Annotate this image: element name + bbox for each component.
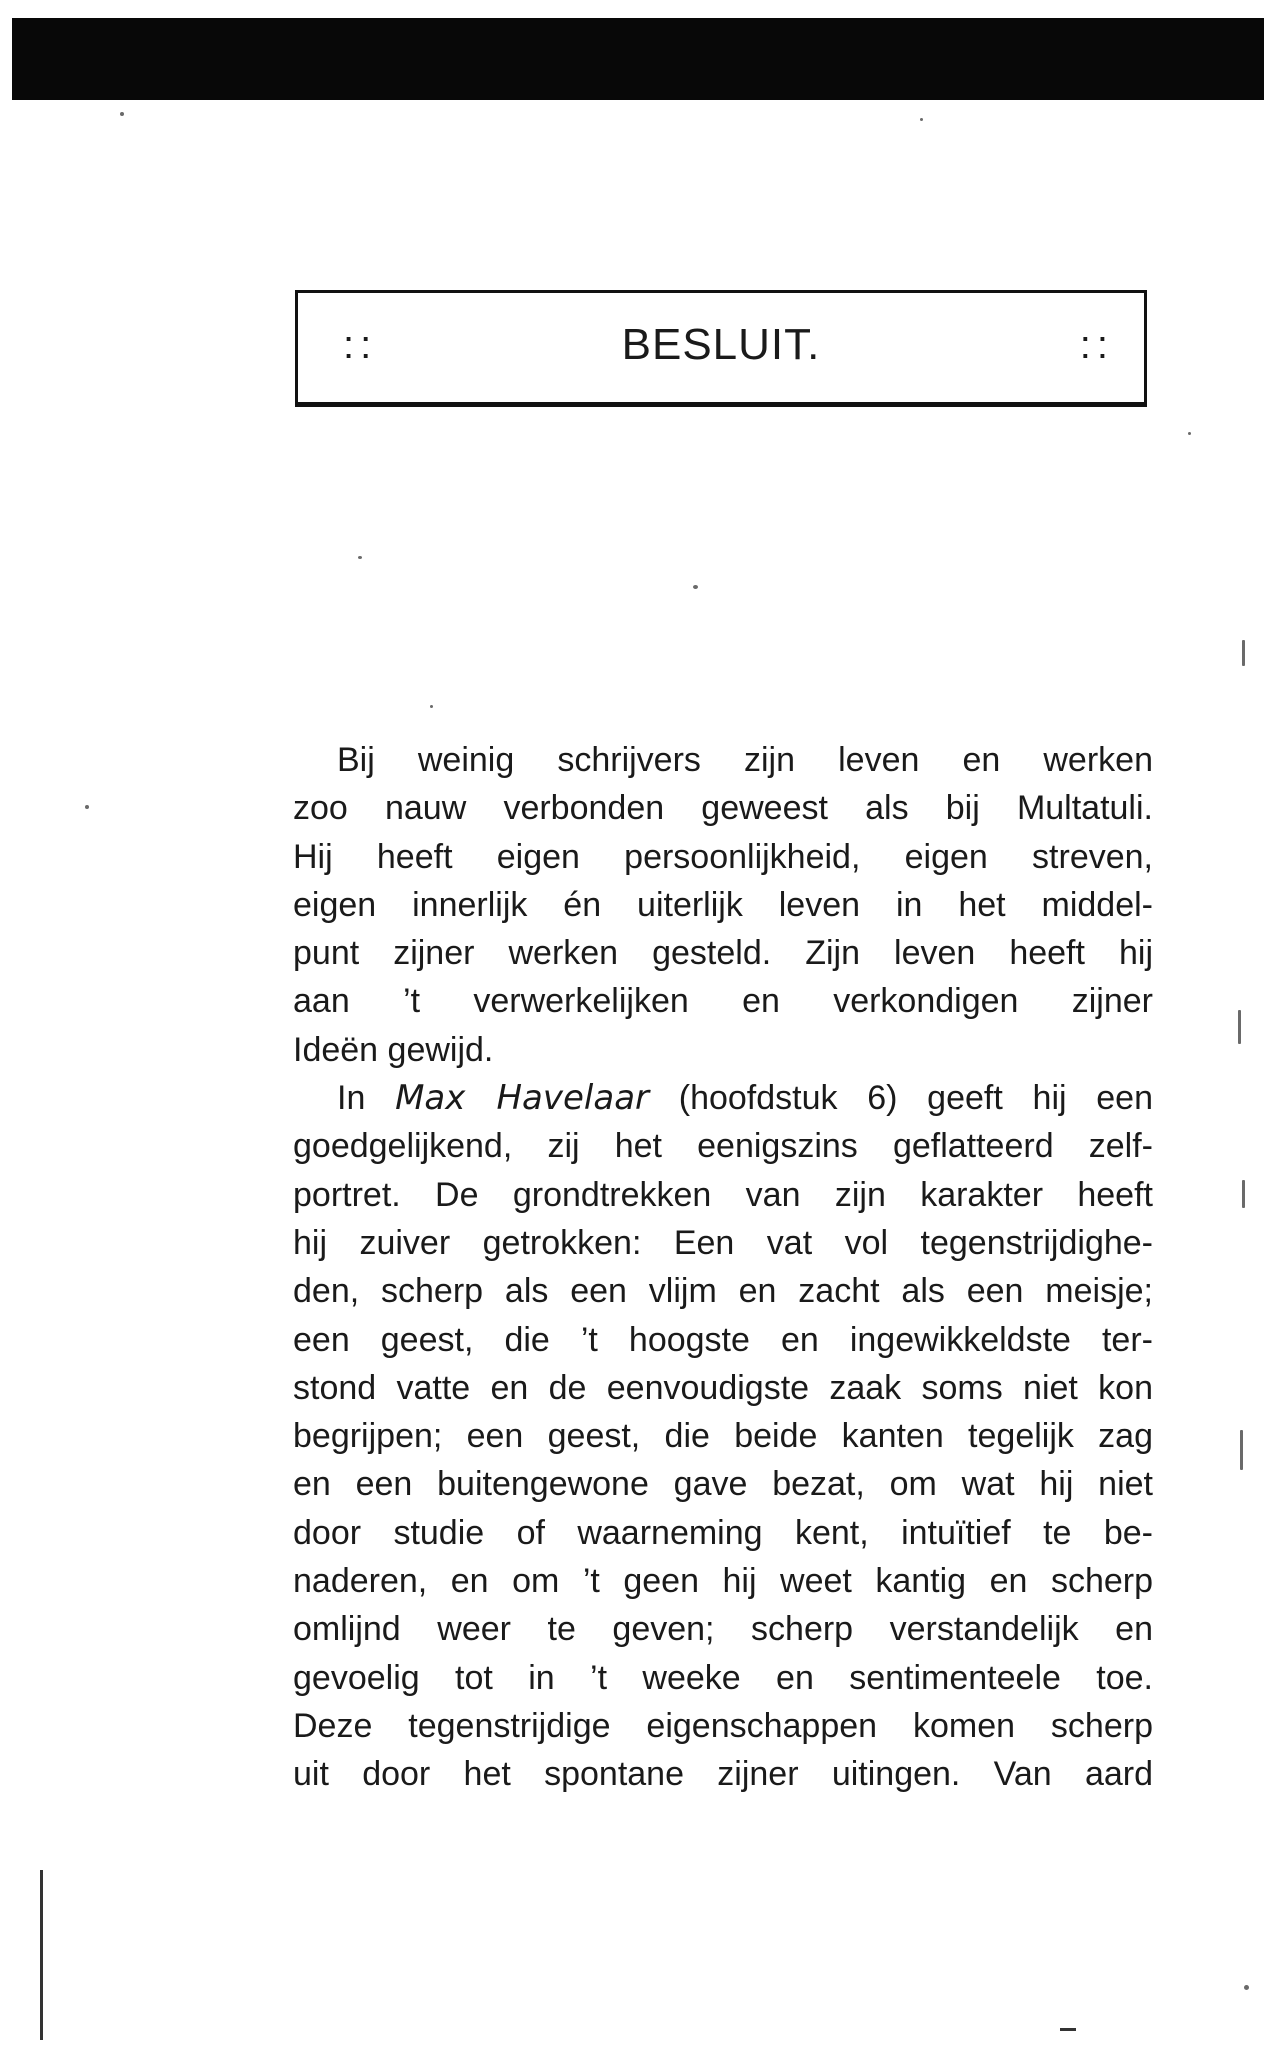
scan-speck [1240, 1430, 1243, 1470]
text-line: goedgelijkend, zij het eenigszins geflatteerd zelf- [293, 1127, 1153, 1166]
text-line: door studie of waarneming kent, intuïtief te be- [293, 1513, 1153, 1552]
scan-speck [1238, 1010, 1241, 1044]
scan-speck [1188, 432, 1191, 435]
text-line: uit door het spontane zijner uitingen. Van aard [293, 1755, 1153, 1794]
text-line: punt zijner werken gesteld. Zijn leven heeft hij [293, 934, 1153, 973]
scan-margin-line [40, 1870, 43, 2040]
scan-speck [1242, 640, 1245, 666]
scan-speck [85, 805, 89, 809]
text-line: portret. De grondtrekken van zijn karakter heeft [293, 1175, 1153, 1214]
scan-speck [920, 118, 923, 121]
chapter-heading-box [295, 290, 1147, 407]
text-line: zoo nauw verbonden geweest als bij Multatuli. [293, 789, 1153, 828]
text-line: naderen, en om ’t geen hij weet kantig en scherp [293, 1562, 1153, 1601]
scan-speck [1244, 1985, 1249, 1990]
text-line: stond vatte en de eenvoudigste zaak soms niet kon [293, 1368, 1153, 1407]
scan-dash-mark [1060, 2028, 1076, 2031]
text-line: en een buitengewone gave bezat, om wat hij niet [293, 1465, 1153, 1504]
text-line: den, scherp als een vlijm en zacht als een meisje; [293, 1272, 1153, 1311]
body-text [293, 736, 1153, 1799]
scan-speck [120, 112, 124, 116]
heading-ornament-right: :: [1079, 323, 1114, 367]
heading-ornament-left: :: [343, 323, 378, 367]
text-line: Deze tegenstrijdige eigenschappen komen scherp [293, 1706, 1153, 1745]
text-line: eigen innerlijk én uiterlijk leven in het middel- [293, 885, 1153, 924]
text-segment: (hoofdstuk 6) geeft hij een [649, 1079, 1153, 1118]
text-line [293, 1074, 1153, 1122]
text-line: gevoelig tot in ’t weeke en sentimenteele toe. [293, 1658, 1153, 1697]
scan-speck [1242, 1180, 1245, 1208]
text-line: Ideën gewijd. [293, 1030, 494, 1069]
scan-speck [358, 556, 362, 559]
book-title-italic: Max Havelaar [395, 1078, 650, 1119]
text-line: een geest, die ’t hoogste en ingewikkeldste ter- [293, 1320, 1153, 1359]
chapter-title: BESLUIT. [621, 320, 821, 369]
scan-top-border [12, 18, 1264, 100]
text-line: aan ’t verwerkelijken en verkondigen zijner [293, 982, 1153, 1021]
scan-speck [693, 585, 698, 589]
text-segment: In [337, 1079, 396, 1118]
text-line: Hij heeft eigen persoonlijkheid, eigen streven, [293, 837, 1153, 876]
text-line: hij zuiver getrokken: Een vat vol tegenstrijdighe- [293, 1223, 1153, 1262]
text-line: Bij weinig schrijvers zijn leven en werken [337, 741, 1153, 779]
scan-speck [430, 705, 433, 708]
text-line: omlijnd weer te geven; scherp verstandelijk en [293, 1610, 1153, 1649]
text-line: begrijpen; een geest, die beide kanten tegelijk zag [293, 1417, 1153, 1456]
